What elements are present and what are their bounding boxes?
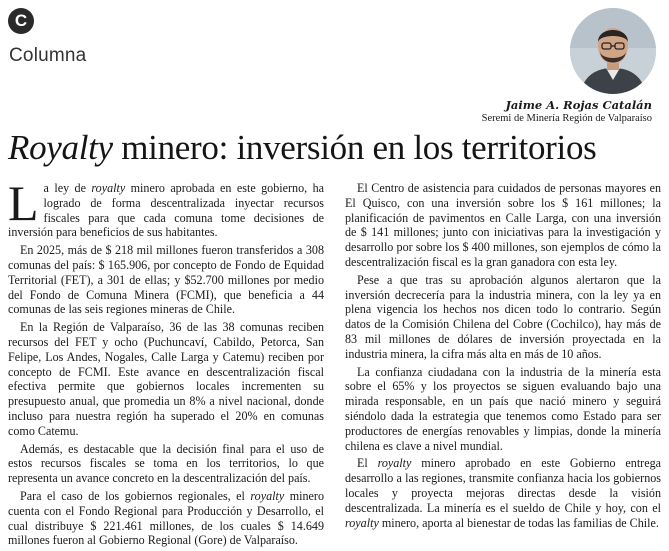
text: minero, aporta al bienestar de todas las familias de Chile. [378,515,659,530]
text: minero cuenta con el Fondo Regional para Producción y Desarrollo, el cual distribuye $ 221.461 millones, de los cuales $ 14.649 millones fueron al Gobierno Regional (Gore) de Valparaíso. [8,488,324,548]
paragraph: En 2025, más de $ 218 mil millones fueron transferidos a 308 comunas del país: $ 165.906, por concepto de Fondo de Equidad Territorial (FET), a 301 de ellas; y $52.700 millones por medio del Fondo de Comuna Minera (FCMI), que beneficia a 44 comunas de las seis regiones mineras de Chile. [8,243,324,317]
paragraph: En la Región de Valparaíso, 36 de las 38 comunas reciben recursos del FET y ocho (Puchuncaví, Cabildo, Petorca, San Felipe, Los Andes, Nogales, Calle Larga y Catemu) reciben por concepto de FCMI. Este avance en descentralización fiscal efectiva permite que gobiernos locales incrementen su presupuesto anual, que promedia un 8% a nivel nacional, donde incluso para nuestra región ha superado el 20% en comunas como Catemu. [8,320,324,438]
text: minero aprobada en este gobierno, ha logrado de forma descentralizada inyectar recursos fiscales para que cada comuna tome decisiones de inversión para beneficios de sus habitantes. [8,181,324,240]
text: minero aprobado en este Gobierno entrega desarrollo a las regiones, transmite confianza hacia los gobiernos locales y proyecta mejoras directas desde la visión descentralizada. La minería es el sueldo de Chile y hoy, con el [345,456,661,515]
paragraph: El Centro de asistencia para cuidados de personas mayores en El Quisco, con una inversión sobre los $ 161 millones; la planificación de pavimentos en Calle Larga, con una inversión de $ 141 millones; junto con iniciativas para la investigación y desarrollo por sobre los $ 400 millones, son ejemplos de cómo la descentralización fiscal es la gran ganadora con esta ley. [345,181,661,269]
italic-term: royalty [91,181,126,195]
author-byline [482,98,652,126]
title-rest: minero: inversión en los territorios [112,128,597,167]
article-title [8,128,596,168]
italic-term: royalty [345,515,379,530]
column-badge: C [8,8,34,34]
paragraph: Además, es destacable que la decisión final para el uso de estos recursos fiscales se toma en los territorios, lo que representa un avance concreto en la descentralización del país. [8,441,324,486]
drop-cap: L [8,175,39,231]
text: a ley de [43,181,92,195]
text: Para el caso de los gobiernos regionales, el [20,488,251,503]
paragraph [8,489,324,548]
author-portrait-illustration [570,8,656,94]
paragraph [345,456,661,530]
author-name: Jaime A. Rojas Catalán [505,98,652,112]
paragraph: La confianza ciudadana con la industria de la minería esta sobre el 65% y los proyectos se siguen evaluando bajo una mirada responsable, en un país que nació minero y seguirá siéndolo dada la estrategia que tenemos como Estado para ser productores de energías renovables y limpias, donde la minería chilena es clave a nivel mundial. [345,364,661,453]
title-italic: Royalty [8,128,113,167]
italic-term: royalty [250,488,285,503]
left-column [8,175,324,551]
paragraph: Pese a que tras su aprobación algunos alertaron que la inversión decrecería para la industria minera, con la ley ya en plena vigencia los hechos nos dicen todo lo contrario. Según datos de la Comisión Chilena del Cobre (Cochilco), hay más de 83 mil millones de dólares de inversión proyectada en la industria minera, la cifra más alta en más de 10 años. [345,272,661,361]
right-column [345,181,661,533]
author-role: Seremi de Minería Región de Valparaíso [481,113,652,124]
author-photo [570,8,656,94]
italic-term: royalty [377,456,412,471]
paragraph [8,175,324,240]
section-label: Columna [9,45,87,66]
text: El [357,456,378,471]
